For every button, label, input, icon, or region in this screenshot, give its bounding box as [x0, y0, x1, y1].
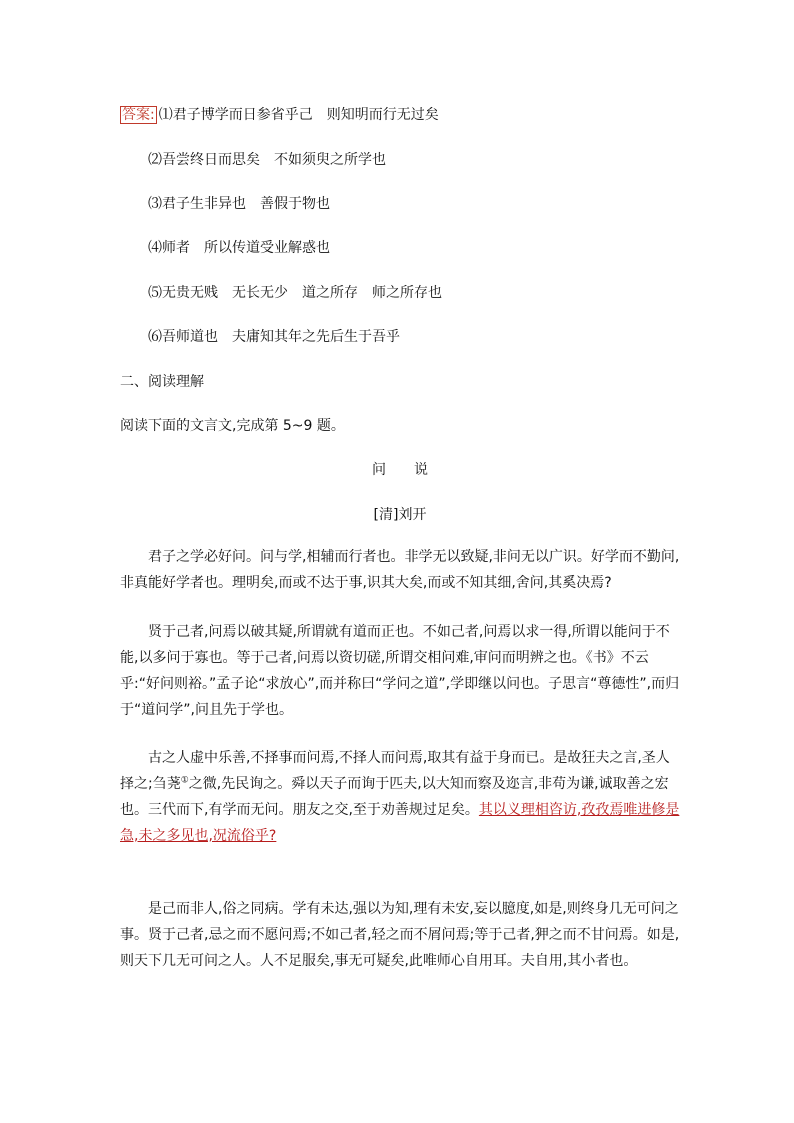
section-heading: 二、阅读理解	[120, 374, 204, 390]
answer-item-1: ⑴君子博学而日参省乎己 则知明而行无过矣	[158, 107, 439, 123]
answer-item-6: ⑹吾师道也 夫庸知其年之先后生于吾乎	[148, 329, 400, 345]
section-instruction: 阅读下面的文言文,完成第 5~9 题。	[120, 418, 345, 434]
underlined-sentence: 其以义理相咨访,孜孜焉唯进修是急,未之多见也,况流俗乎?	[120, 802, 680, 844]
answer-item-5: ⑸无贵无贱 无长无少 道之所存 师之所存也	[148, 285, 442, 301]
answer-item-3: ⑶君子生非异也 善假于物也	[148, 196, 330, 212]
passage-paragraph-4: 是己而非人,俗之同病。学有未达,强以为知,理有未安,妄以臆度,如是,则终身几无可问之事。贤于己者,忌之而不愿问焉;不如己者,轻之而不屑问焉;等于己者,狎之而不甘问焉。如是,则天下几无可问之人。人不足服矣,事无可疑矣,此唯师心自用耳。夫自用,其小者也。	[120, 901, 680, 969]
passage-author: [清]刘开	[373, 507, 427, 523]
paragraph-3-text-a: 古之人虚中乐善,不择事而问焉,不择人而问焉,取其有益于身而已。是故狂夫之言,圣人择之;刍荛	[120, 750, 670, 792]
paragraph-3-text-b: 之微,先民询之。舜以天子而询于匹夫,以大知而察及迩言,非苟为谦,诚取善之宏也。三代而下,有学而无问。朋友之交,至于劝善规过足矣。	[120, 776, 669, 818]
passage-title: 问 说	[372, 462, 428, 478]
answer-label: 答案:	[122, 107, 155, 123]
footnote-marker: ①	[180, 775, 189, 786]
answer-item-4: ⑷师者 所以传道受业解惑也	[148, 240, 330, 256]
answer-item-2: ⑵吾尝终日而思矣 不如须臾之所学也	[148, 152, 386, 168]
passage-paragraph-3	[120, 745, 680, 849]
passage-paragraph-2: 贤于己者,问焉以破其疑,所谓就有道而正也。不如己者,问焉以求一得,所谓以能问于不能,以多问于寡也。等于己者,问焉以资切磋,所谓交相问难,审问而明辨之也。《书》不云乎:“好问则裕。”孟子论“求放心”,而并称曰“学问之道”,学即继以问也。子思言“尊德性”,而归于“道问学”,问且先于学也。	[120, 624, 680, 718]
passage-paragraph-1: 君子之学必好问。问与学,相辅而行者也。非学无以致疑,非问无以广识。好学而不勤问,非真能好学者也。理明矣,而或不达于事,识其大矣,而或不知其细,舍问,其奚决焉?	[120, 549, 680, 591]
answer-line-1	[120, 104, 439, 124]
